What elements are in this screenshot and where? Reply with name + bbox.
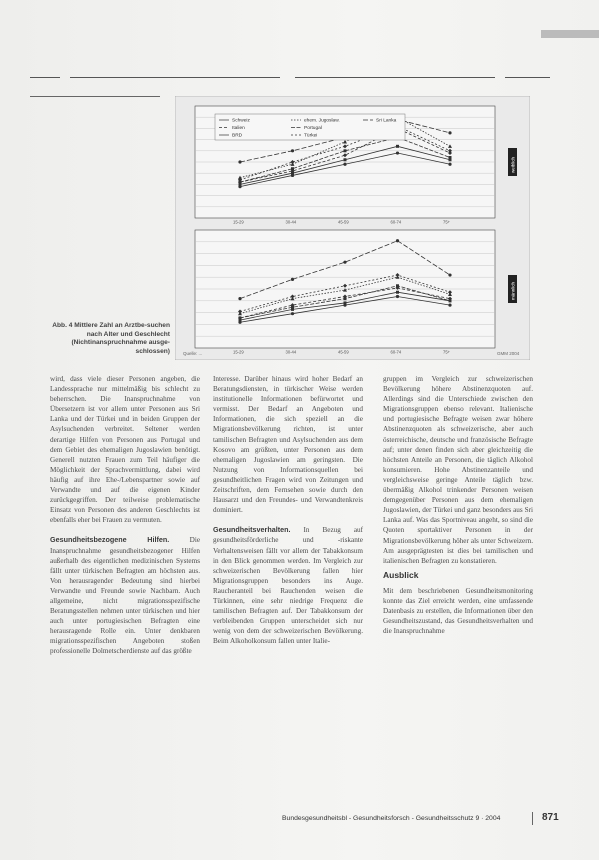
source-right: GMM 2004 bbox=[497, 351, 520, 356]
panel-maennlich bbox=[195, 230, 517, 355]
caption-text: Mittlere Zahl an Arztbe-suchen nach Alter und Geschlecht (Nichtinanspruchnahme ausge-schlossen) bbox=[71, 322, 170, 355]
x-tick-label: 30-44 bbox=[285, 219, 297, 225]
data-point bbox=[238, 297, 241, 300]
section-heading: Ausblick bbox=[383, 569, 419, 580]
footer-divider bbox=[532, 812, 533, 825]
x-tick-label: 60-74 bbox=[390, 349, 402, 355]
data-point bbox=[239, 316, 242, 319]
text-column-1 bbox=[50, 374, 200, 657]
data-point bbox=[396, 239, 399, 242]
data-point bbox=[396, 145, 399, 148]
x-tick-label: 60-74 bbox=[390, 219, 402, 225]
header-rule bbox=[30, 77, 60, 78]
legend-label: ehem. Jugoslaw. bbox=[304, 118, 340, 124]
data-point bbox=[344, 158, 347, 161]
page-corner-mark bbox=[541, 30, 599, 38]
caption-label: Abb. 4 bbox=[52, 322, 73, 329]
data-point bbox=[291, 174, 294, 177]
data-point bbox=[448, 131, 451, 134]
data-point bbox=[449, 156, 452, 159]
panel-label: weiblich bbox=[510, 156, 516, 173]
x-tick-label: 15-29 bbox=[233, 349, 244, 355]
data-point bbox=[238, 321, 241, 324]
data-point bbox=[449, 299, 452, 302]
x-tick-label: 75+ bbox=[443, 349, 451, 355]
legend-label: Sri Lanka bbox=[376, 118, 397, 124]
line-chart-figure bbox=[175, 96, 530, 360]
data-point bbox=[291, 312, 294, 315]
figure bbox=[175, 96, 530, 360]
data-point bbox=[448, 303, 451, 306]
x-tick-label: 45-59 bbox=[338, 349, 349, 355]
paragraph: Interesse. Darüber hinaus wird hoher Bedarf an Beratungsdiensten, in türkischer Weise werden institutionelle Informationen befürwortet und vermisst. Der Bedarf an Angeboten und Informationen, die sich speziell an die Migrationsbevölkerung richten, ist unter tamilischen Befragten und Asylsuchenden aus dem Kosovo am größten, unter Personen aus dem ehemaligen Jugoslawien am geringsten. Die Nutzung von Informationsquellen bei gesundheitlichen Fragen wird von Zeitungen und Zeitschriften, dem Fernsehen sowie durch den Hausarzt und den Freundes- und Verwandtenkreis dominiert. bbox=[213, 375, 363, 515]
header-rule bbox=[70, 77, 280, 78]
x-tick-label: 30-44 bbox=[285, 349, 297, 355]
legend-label: Schweiz bbox=[232, 118, 250, 124]
data-point bbox=[396, 284, 399, 287]
section-heading: Gesundheitsbezogene Hilfen. bbox=[50, 535, 170, 545]
data-point bbox=[291, 306, 294, 309]
source-left: Quelle: ... bbox=[183, 351, 203, 356]
paragraph: Mit dem beschriebenen Gesundheitsmonitoring konnte das Ziel erreicht werden, eine umfassende Datenbasis zu erstellen, die Informationen über den Gesundheitszustand, das Gesundheitsverhalten und die Inanspruchnahme bbox=[383, 586, 533, 636]
data-point bbox=[396, 291, 399, 294]
x-tick-label: 45-59 bbox=[338, 219, 349, 225]
text-column-2 bbox=[213, 374, 363, 646]
data-point bbox=[238, 160, 241, 163]
x-tick-label: 75+ bbox=[443, 219, 451, 225]
legend-label: Italien bbox=[232, 126, 245, 132]
data-point bbox=[448, 163, 451, 166]
text-column-3 bbox=[383, 374, 533, 636]
data-point bbox=[344, 149, 347, 152]
data-point bbox=[343, 261, 346, 264]
paragraph: gruppen im Vergleich zur schweizerischen Bevölkerung höhere Abstinenzquoten auf. Allerdings sind die Unterschiede zwischen den Migrationsgruppen ebenso relevant. Italienische und portugiesische Befragte weisen zwar höhere Abstinenzquoten als schweizerische, aber auch österreichische, deutsche und französische Befragte auf; unter denen finden sich aber gleichzeitig die höchsten Anteile an Personen, die täglich Alkohol konsumieren. Hohe Abstinenzanteile und vergleichsweise geringe Anteile täglich bzw. übermäßig Alkohol trinkender Personen weisen demgegenüber Personen aus dem ehemaligen Jugoslawien, der Türkei und ganz besonders aus Sri Lanka auf. Was das Sportniveau angeht, so sind die Quoten sportaktiver Personen in der Migrationsbevölkerung höher als unter Schweizern. Am ausgeprägtesten ist dies bei tamilischen und italienischen Befragten zu konstatieren. bbox=[383, 375, 533, 565]
data-point bbox=[344, 297, 347, 300]
paragraph: wird, dass viele dieser Personen angeben, die Landessprache nur mittelmäßig bis schlecht zu beherrschen. Die Inanspruchnahme von Übersetzern ist vor allem unter Personen aus Sri Lanka und der Türkei und in beiden Gruppen der Asylsuchenden verbreitet. Seltener werden derartige Hilfen von Personen aus Portugal und dem Gebiet des ehemaligen Jugoslawien benötigt. Generell nutzten Frauen zum Teil häufiger die Möglichkeit der Sprachvermittlung, dabei wird häufig auf ihre Ehe-/Lebenspartner sowie auf Verwandte und auf die eigenen Kinder zurückgegriffen. Der teilweise problematische Einsatz von Personen des anderen Geschlechts ist ebenfalls eher bei Frauen zu vermuten. bbox=[50, 375, 200, 525]
data-point bbox=[343, 163, 346, 166]
legend-label: Portugal bbox=[304, 126, 322, 132]
data-point bbox=[291, 278, 294, 281]
header-rule bbox=[30, 96, 160, 97]
header-rule bbox=[505, 77, 550, 78]
data-point bbox=[238, 185, 241, 188]
page-number: 871 bbox=[542, 812, 559, 823]
running-footer: Bundesgesundheitsbl - Gesundheitsforsch - Gesundheitsschutz 9 · 2004 bbox=[282, 815, 501, 822]
panel-label: männlich bbox=[510, 281, 516, 300]
legend-label: Türkei bbox=[304, 133, 318, 139]
data-point bbox=[291, 149, 294, 152]
section-heading: Gesundheitsverhalten. bbox=[213, 525, 291, 535]
chart-legend bbox=[215, 114, 405, 140]
paragraph-body: In Bezug auf gesundheitsförderliche und -riskante Verhaltensweisen fällt vor allem der Tabakkonsum in den Blick genommen werden. Im Vergleich zur schweizerischen Bevölkerung fallen hier Migrationsgruppen besonders ins Auge. Raucheranteil bei Rauchenden weisen die Türkinnen, eine sehr niedrige Frequenz die tamilischen Befragten auf. Der Tabakkonsum der verbleibenden Gruppen unterscheidet sich nur wenig von dem der schweizerischen Bevölkerung. Beim Alkoholkonsum fallen unter Italie- bbox=[213, 526, 364, 646]
paragraph bbox=[50, 535, 200, 656]
figure-caption bbox=[50, 322, 170, 356]
x-tick-label: 15-29 bbox=[233, 219, 244, 225]
data-point bbox=[448, 273, 451, 276]
paragraph bbox=[213, 525, 363, 646]
data-point bbox=[291, 167, 294, 170]
header-rule bbox=[295, 77, 495, 78]
data-point bbox=[343, 303, 346, 306]
data-point bbox=[396, 151, 399, 154]
legend-label: BRD bbox=[232, 133, 243, 139]
data-point bbox=[396, 295, 399, 298]
paragraph-body: Die Inanspruchnahme gesundheitsbezogener Hilfen außerhalb des eigentlichen medizinischen Systems fällt unter türkischen Befragten am höchsten aus. Von herausragender Bedeutung sind hierbei Verwandte und Freunde sowie Nachbarn. Auch allgemeine, nicht migrationsspezifische Beratungsstellen nehmen unter türkischen und hier auch unter portugiesischen Befragten eine herausragende Rolle ein. Unter denkbaren migrationsspezifischen Angeboten stoßen professionelle Dolmetscherdienste auf das größte bbox=[50, 536, 201, 656]
